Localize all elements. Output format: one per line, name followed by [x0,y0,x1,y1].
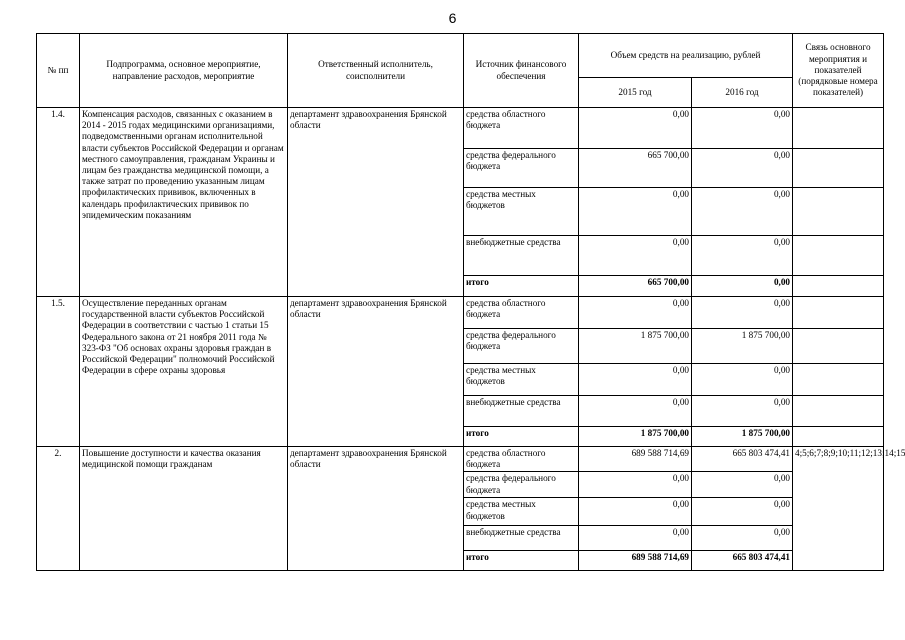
indicator-cell [793,329,884,364]
value-2015: 0,00 [579,498,692,526]
source-cell: внебюджетные средства [464,236,579,276]
value-2015: 1 875 700,00 [579,329,692,364]
value-2015: 665 700,00 [579,149,692,188]
budget-table [36,33,905,571]
source-cell: внебюджетные средства [464,396,579,427]
indicator-cell [793,427,884,447]
source-cell: средства местных бюджетов [464,188,579,236]
table-header [37,34,884,108]
total-2015: 689 588 714,69 [579,551,692,571]
table-row [37,297,884,329]
header-2015: 2015 год [579,78,692,108]
table-row [37,447,884,472]
value-2016: 0,00 [692,188,793,236]
header-2016: 2016 год [692,78,793,108]
source-cell: средства областного бюджета [464,447,579,472]
value-2016: 1 875 700,00 [692,329,793,364]
value-2015: 0,00 [579,396,692,427]
source-cell: средства местных бюджетов [464,364,579,396]
source-cell: средства областного бюджета [464,108,579,149]
total-2016: 1 875 700,00 [692,427,793,447]
section-executor: департамент здравоохранения Брянской области [288,297,464,447]
header-link: Связь основного мероприятия и показателей (порядковые номера показателей) [793,34,884,108]
total-2015: 665 700,00 [579,276,692,297]
total-2016: 0,00 [692,276,793,297]
total-label: итого [464,427,579,447]
source-cell: внебюджетные средства [464,526,579,551]
value-2016: 0,00 [692,108,793,149]
header-volume: Объем средств на реализацию, рублей [579,34,793,78]
value-2016: 0,00 [692,396,793,427]
indicator-cell [793,364,884,396]
section-description: Компенсация расходов, связанных с оказанием в 2014 - 2015 годах медицинскими организациями, подведомственными органам исполнительной власти субъектов Российской Федерации и органам местного самоуправления, гражданам Украины и лицам без гражданства медицинской помощи, а также затрат по проведению указанным лицам профилактических прививок, включенных в календарь профилактических прививок по эпидемическим показаниям [80,108,288,297]
indicator-cell [793,236,884,276]
value-2016: 665 803 474,41 [692,447,793,472]
section-number: 1.5. [37,297,80,447]
section-executor: департамент здравоохранения Брянской области [288,447,464,571]
value-2015: 0,00 [579,297,692,329]
value-2016: 0,00 [692,236,793,276]
section-executor: департамент здравоохранения Брянской области [288,108,464,297]
indicator-cell [793,297,884,329]
value-2015: 0,00 [579,188,692,236]
value-2016: 0,00 [692,149,793,188]
total-2015: 1 875 700,00 [579,427,692,447]
value-2015: 0,00 [579,108,692,149]
page-number: 6 [448,10,457,26]
total-label: итого [464,276,579,297]
header-program: Подпрограмма, основное мероприятие, направление расходов, мероприятие [80,34,288,108]
table-body [37,108,905,571]
total-2016: 665 803 474,41 [692,551,793,571]
header-source: Источник финансового обеспечения [464,34,579,108]
section-description: Осуществление переданных органам государственной власти субъектов Российской Федерации в соответствии с частью 1 статьи 15 Федерального закона от 21 ноября 2011 года № 323-ФЗ "Об основах охраны здоровья граждан в Российской Федерации" полномочий Российской Федерации в сфере охраны здоровья [80,297,288,447]
value-2016: 0,00 [692,498,793,526]
indicator-cell [793,149,884,188]
section-description: Повышение доступности и качества оказания медицинской помощи гражданам [80,447,288,571]
header-no: № пп [37,34,80,108]
value-2015: 689 588 714,69 [579,447,692,472]
indicator-links: 4;5;6;7;8;9;10;11;12;13;14;15 [793,447,884,571]
value-2016: 0,00 [692,297,793,329]
value-2016: 0,00 [692,526,793,551]
section-number: 1.4. [37,108,80,297]
value-2015: 0,00 [579,526,692,551]
total-label: итого [464,551,579,571]
value-2015: 0,00 [579,364,692,396]
value-2016: 0,00 [692,364,793,396]
source-cell: средства федерального бюджета [464,472,579,498]
indicator-cell [793,396,884,427]
indicator-cell [793,188,884,236]
source-cell: средства местных бюджетов [464,498,579,526]
source-cell: средства областного бюджета [464,297,579,329]
value-2016: 0,00 [692,472,793,498]
indicator-cell [793,276,884,297]
indicator-cell [793,108,884,149]
source-cell: средства федерального бюджета [464,149,579,188]
value-2015: 0,00 [579,236,692,276]
header-executor: Ответственный исполнитель, соисполнители [288,34,464,108]
value-2015: 0,00 [579,472,692,498]
source-cell: средства федерального бюджета [464,329,579,364]
table-row [37,108,884,149]
section-number: 2. [37,447,80,571]
